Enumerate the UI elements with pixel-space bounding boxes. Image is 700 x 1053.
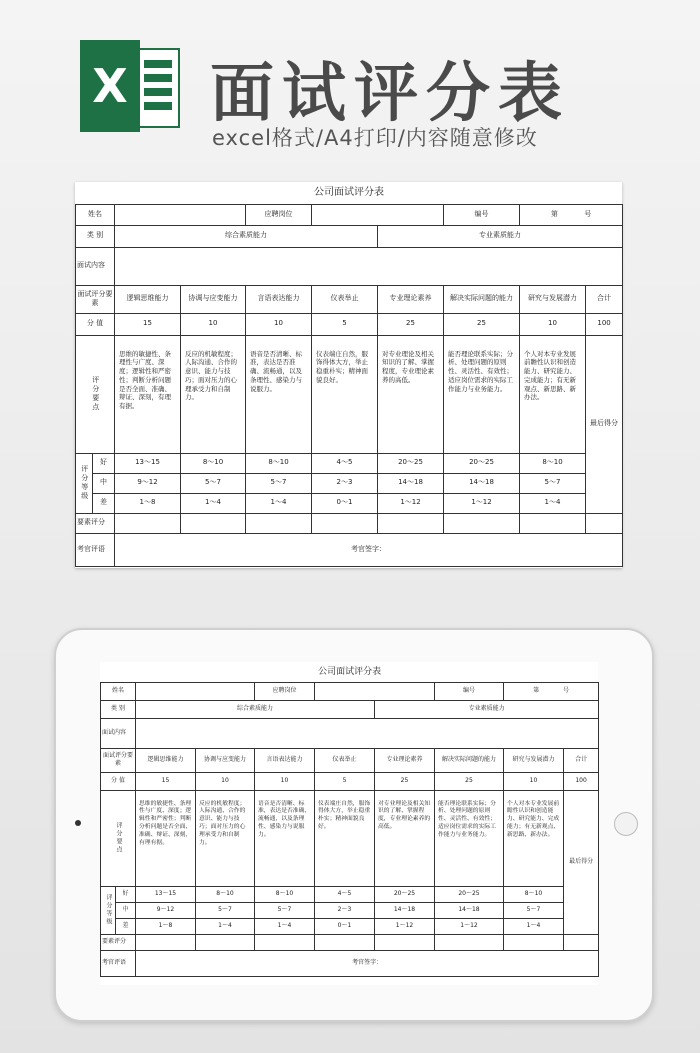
category-professional: 专业素质能力 xyxy=(375,700,599,718)
name-label: 姓名 xyxy=(76,204,115,225)
sequence-prefix: 第 xyxy=(533,686,540,694)
sequence-cell[interactable] xyxy=(520,204,623,225)
category-label: 类 别 xyxy=(76,225,115,247)
grade-range: 20～25 xyxy=(435,886,504,902)
page-title: 面试评分表 xyxy=(210,57,570,131)
grade-range: 0～1 xyxy=(315,918,375,934)
grade-range: 1～4 xyxy=(520,493,586,513)
position-value[interactable] xyxy=(315,682,435,700)
comment-cell[interactable] xyxy=(136,950,599,976)
element-score-cell[interactable] xyxy=(315,934,375,950)
content-value[interactable] xyxy=(115,247,623,285)
name-label: 姓名 xyxy=(101,682,136,700)
elements-label: 面试评分要素 xyxy=(101,748,136,772)
scoring-point: 能否理论联系实际；分析、处理问题的原则性、灵活性、有效性；适应岗位需求的实际工作能力与业务能力。 xyxy=(435,790,504,886)
scoring-point: 语音是否清晰、标准，表达是否准确、流畅通，以及条理性、感染力与说服力。 xyxy=(246,335,312,453)
element-score-label: 要素评分 xyxy=(101,934,136,950)
category-general: 综合素质能力 xyxy=(115,225,378,247)
element-score-cell[interactable] xyxy=(375,934,435,950)
number-label: 编号 xyxy=(444,204,520,225)
final-score-label: 最后得分 xyxy=(564,790,599,934)
grade-label: 评分等级 xyxy=(76,453,93,513)
grade-range: 1～8 xyxy=(115,493,181,513)
element-score-label: 要素评分 xyxy=(76,513,115,533)
score-value: 5 xyxy=(315,772,375,790)
elements-label: 面试评分要素 xyxy=(76,285,115,313)
form-caption: 公司面试评分表 xyxy=(76,182,623,204)
element-header: 解决实际问题的能力 xyxy=(444,285,520,313)
grade-range: 1～12 xyxy=(435,918,504,934)
element-score-cell[interactable] xyxy=(115,513,181,533)
grade-range: 13～15 xyxy=(136,886,196,902)
element-header: 解决实际问题的能力 xyxy=(435,748,504,772)
comment-label: 考官评语 xyxy=(76,533,115,566)
grade-range: 2～3 xyxy=(312,473,378,493)
name-value[interactable] xyxy=(115,204,246,225)
element-header: 协调与应变能力 xyxy=(181,285,246,313)
form-sheet-main xyxy=(75,182,622,568)
scoring-point: 对专业理论及相关知识的了解、掌握程度，专业理论素养的高低。 xyxy=(375,790,435,886)
evaluation-form-table-preview xyxy=(100,662,599,977)
grade-range: 14～18 xyxy=(378,473,444,493)
home-button xyxy=(614,812,638,836)
element-header: 研究与发展潜力 xyxy=(504,748,564,772)
signature-label: 考官签字： xyxy=(351,544,387,553)
grade-range: 1～12 xyxy=(375,918,435,934)
grade-range: 8～10 xyxy=(520,453,586,473)
signature-label: 考官签字： xyxy=(352,958,383,966)
element-score-cell[interactable] xyxy=(504,934,564,950)
element-score-cell[interactable] xyxy=(246,513,312,533)
grade-good-label: 好 xyxy=(116,886,136,902)
page-subtitle: excel格式/A4打印/内容随意修改 xyxy=(212,126,538,150)
grade-range: 1～12 xyxy=(444,493,520,513)
element-header: 研究与发展潜力 xyxy=(520,285,586,313)
scoring-point: 仪表端庄自然，服饰得体大方，举止稳重朴实；精神面貌良好。 xyxy=(315,790,375,886)
grade-range: 9～12 xyxy=(136,902,196,918)
grade-poor-label: 差 xyxy=(93,493,115,513)
scoring-point: 思维的敏捷性、条理性与广度、深度；逻辑性和严密性；判断分析问题是否全面、准确、辩证、深刻，有理有据。 xyxy=(136,790,196,886)
grade-range: 1～12 xyxy=(378,493,444,513)
excel-logo-icon xyxy=(80,40,180,132)
category-general: 综合素质能力 xyxy=(136,700,375,718)
grade-medium-label: 中 xyxy=(93,473,115,493)
scoring-point: 反应的机敏程度；人际沟通、合作的意识、能力与技巧；面对压力的心理承受力和自制力。 xyxy=(181,335,246,453)
element-header: 协调与应变能力 xyxy=(196,748,255,772)
points-label: 评分要点 xyxy=(101,790,136,886)
tablet-screen xyxy=(100,662,598,985)
grade-range: 1～4 xyxy=(504,918,564,934)
element-header: 言语表达能力 xyxy=(255,748,315,772)
element-header: 仪表举止 xyxy=(315,748,375,772)
scoring-point: 能否理论联系实际；分析、处理问题的原则性、灵活性、有效性；适应岗位需求的实际工作能力与业务能力。 xyxy=(444,335,520,453)
comment-label: 考官评语 xyxy=(101,950,136,976)
grade-range: 1～4 xyxy=(255,918,315,934)
grade-range: 0～1 xyxy=(312,493,378,513)
grade-range: 20～25 xyxy=(375,886,435,902)
grade-range: 13～15 xyxy=(115,453,181,473)
grade-range: 2～3 xyxy=(315,902,375,918)
points-label: 评分要点 xyxy=(76,335,115,453)
grade-range: 4～5 xyxy=(315,886,375,902)
sequence-prefix: 第 xyxy=(550,209,558,218)
grade-range: 1～8 xyxy=(136,918,196,934)
element-score-cell[interactable] xyxy=(181,513,246,533)
grade-range: 20～25 xyxy=(378,453,444,473)
form-caption: 公司面试评分表 xyxy=(101,662,599,682)
grade-poor-label: 差 xyxy=(116,918,136,934)
sequence-suffix: 号 xyxy=(584,209,592,218)
excel-x-badge: X xyxy=(80,40,140,132)
score-value: 25 xyxy=(375,772,435,790)
grade-range: 5～7 xyxy=(504,902,564,918)
grade-range: 14～18 xyxy=(435,902,504,918)
grade-range: 5～7 xyxy=(181,473,246,493)
grade-range: 1～4 xyxy=(181,493,246,513)
scoring-point: 反应的机敏程度；人际沟通、合作的意识、能力与技巧；面对压力的心理承受力和自制力。 xyxy=(196,790,255,886)
grade-range: 8～10 xyxy=(196,886,255,902)
final-score-label: 最后得分 xyxy=(586,335,623,513)
element-header: 专业理论素养 xyxy=(375,748,435,772)
element-score-cell[interactable] xyxy=(378,513,444,533)
content-value[interactable] xyxy=(136,718,599,748)
evaluation-form-table xyxy=(75,182,623,567)
score-value: 25 xyxy=(378,313,444,335)
element-score-cell[interactable] xyxy=(435,934,504,950)
element-score-cell[interactable] xyxy=(136,934,196,950)
category-professional: 专业素质能力 xyxy=(378,225,623,247)
score-value: 5 xyxy=(312,313,378,335)
score-value: 25 xyxy=(435,772,504,790)
position-label: 应聘岗位 xyxy=(246,204,312,225)
grade-range: 20～25 xyxy=(444,453,520,473)
element-header: 仪表举止 xyxy=(312,285,378,313)
element-score-cell[interactable] xyxy=(520,513,586,533)
element-header: 专业理论素养 xyxy=(378,285,444,313)
grade-range: 5～7 xyxy=(255,902,315,918)
position-value[interactable] xyxy=(312,204,444,225)
element-header: 言语表达能力 xyxy=(246,285,312,313)
sequence-cell[interactable] xyxy=(504,682,599,700)
grade-label: 评分等级 xyxy=(101,886,116,934)
grade-medium-label: 中 xyxy=(116,902,136,918)
element-header: 逻辑思维能力 xyxy=(115,285,181,313)
content-label: 面试内容 xyxy=(101,718,136,748)
grade-good-label: 好 xyxy=(93,453,115,473)
element-header: 逻辑思维能力 xyxy=(136,748,196,772)
grade-range: 5～7 xyxy=(196,902,255,918)
element-score-cell[interactable] xyxy=(196,934,255,950)
score-value: 10 xyxy=(181,313,246,335)
grade-range: 1～4 xyxy=(196,918,255,934)
scoring-point: 仪表端庄自然，服饰得体大方，举止稳重朴实；精神面貌良好。 xyxy=(312,335,378,453)
element-score-cell[interactable] xyxy=(444,513,520,533)
grade-range: 1～4 xyxy=(246,493,312,513)
content-label: 面试内容 xyxy=(76,247,115,285)
total-label: 合计 xyxy=(586,285,623,313)
tablet-mockup xyxy=(54,628,654,1022)
score-value: 10 xyxy=(196,772,255,790)
score-value: 25 xyxy=(444,313,520,335)
element-score-cell[interactable] xyxy=(312,513,378,533)
element-score-cell[interactable] xyxy=(586,513,623,533)
grade-range: 8～10 xyxy=(181,453,246,473)
grade-range: 8～10 xyxy=(246,453,312,473)
grade-range: 14～18 xyxy=(375,902,435,918)
element-score-cell[interactable] xyxy=(564,934,599,950)
grade-range: 5～7 xyxy=(246,473,312,493)
score-value: 15 xyxy=(115,313,181,335)
score-value: 10 xyxy=(520,313,586,335)
grade-range: 4～5 xyxy=(312,453,378,473)
scoring-point: 语音是否清晰、标准，表达是否准确、流畅通，以及条理性、感染力与说服力。 xyxy=(255,790,315,886)
score-label: 分 值 xyxy=(76,313,115,335)
score-value: 10 xyxy=(246,313,312,335)
score-value: 15 xyxy=(136,772,196,790)
score-total: 100 xyxy=(586,313,623,335)
position-label: 应聘岗位 xyxy=(255,682,315,700)
category-label: 类 别 xyxy=(101,700,136,718)
scoring-point: 思维的敏捷性、条理性与广度、深度；逻辑性和严密性；判断分析问题是否全面、准确、辩证、深刻，有理有据。 xyxy=(115,335,181,453)
scoring-point: 对专业理论及相关知识的了解、掌握程度，专业理论素养的高低。 xyxy=(378,335,444,453)
element-score-cell[interactable] xyxy=(255,934,315,950)
scoring-point: 个人对本专业发展前瞻性认识和创造能力、研究能力、完成能力；有无新观点、新思路、新办法。 xyxy=(520,335,586,453)
number-label: 编号 xyxy=(435,682,504,700)
sequence-suffix: 号 xyxy=(562,686,569,694)
name-value[interactable] xyxy=(136,682,255,700)
grade-range: 8～10 xyxy=(255,886,315,902)
score-label: 分 值 xyxy=(101,772,136,790)
camera-icon xyxy=(75,820,81,826)
grade-range: 14～18 xyxy=(444,473,520,493)
score-value: 10 xyxy=(255,772,315,790)
grade-range: 8～10 xyxy=(504,886,564,902)
total-label: 合计 xyxy=(564,748,599,772)
grade-range: 5～7 xyxy=(520,473,586,493)
scoring-point: 个人对本专业发展前瞻性认识和创造能力、研究能力、完成能力；有无新观点、新思路、新办法。 xyxy=(504,790,564,886)
score-value: 10 xyxy=(504,772,564,790)
score-total: 100 xyxy=(564,772,599,790)
grade-range: 9～12 xyxy=(115,473,181,493)
comment-cell[interactable] xyxy=(115,533,623,566)
